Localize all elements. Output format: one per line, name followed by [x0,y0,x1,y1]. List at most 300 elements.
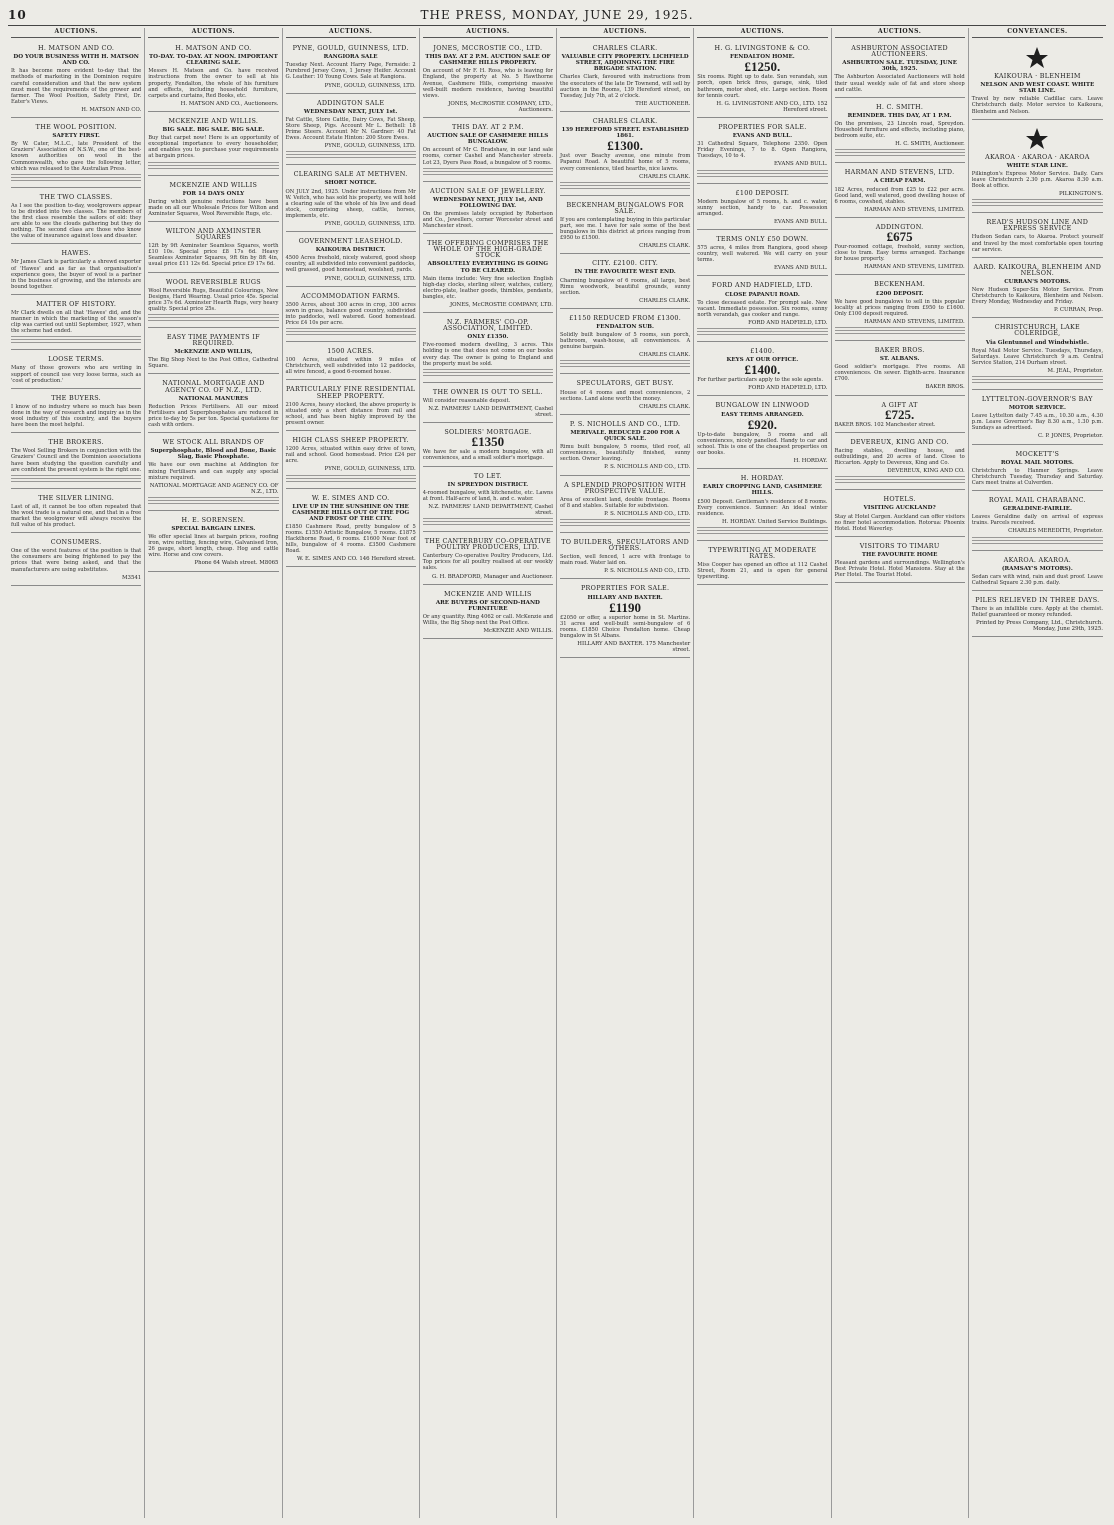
ad-body-text: Pleasant gardens and surroundings. Wellington's Best Private Hotel. Hotel Mansions. Stay at the Pier Hotel. The Tourist Hotel. [834,559,965,579]
ad-body-text: Section, well fenced, 1 acre with frontage to main road. Water laid on. [560,554,691,567]
ad-subheading: CURRAN'S MOTORS. [1004,278,1071,285]
rule-divider [286,475,416,482]
advertisement [11,120,141,188]
ad-body-text: We have our own machine at Addington for mixing Fertilisers and can supply any special mixture required. [148,462,279,481]
ad-heading: H. MATSON AND CO. [175,44,252,53]
advertisement [560,311,690,375]
advertisement [286,289,416,342]
advertisement [148,114,278,176]
rule-divider [423,518,553,525]
rule-divider [697,328,827,335]
ad-body-text: Mr James Clark is particularly a shrewd exporter of 'Hawes' and as far as that organisation's experience goes, the buyer of wool is a partner in the business of growing, and the interests are bound together. [11,259,142,290]
white-star-logo [972,46,1103,70]
ad-price: £725. [885,406,915,422]
star-icon [1025,127,1049,151]
advertisement [972,392,1103,445]
ad-body-text: 4-roomed bungalow, with kitchenette, etc. Lawns at front. Half-acre of land, h. and c. water. [422,489,553,502]
ad-subheading: EARLY CROPPING LAND, CASHMERE HILLS. [702,484,822,497]
ad-price: £1400. [744,362,781,378]
advertisement [148,435,278,511]
ad-subheading: RANGIORA SALE [323,54,378,61]
ad-heading: EASY TIME PAYMENTS IF REQUIRED. [166,333,260,348]
ad-subheading: FENDALTON SUB. [596,324,654,330]
advertisement [11,352,141,388]
ad-heading: CONSUMERS. [50,538,102,547]
ad-heading: THE BUYERS. [51,393,102,402]
ad-body-text: Sedan cars with wind, rain and dust proof. Leave Cathedral Square 2.30 p.m. daily. [971,573,1103,586]
advertisement [972,215,1103,257]
ad-body-text: On account of Mr F. H. Ross, who is leaving for England, the property at No. 5 Hawthorne Avenue, Cashmere Hills, comprising massive well-built modern residence, having beautiful views. [422,68,553,99]
ad-signature: HILLARY AND BAXTER. 175 Manchester street. [577,641,691,654]
ad-signature: THE AUCTIONEER. [635,100,691,107]
ad-heading: THE BROKERS. [48,438,104,447]
ad-heading: AARD. KAIKOURA, BLENHEIM AND NELSON. [973,262,1102,277]
ad-heading: H. MATSON AND CO. [38,44,115,53]
ad-body-text: Tuesday Next. Account Harry Page, Fernside: 2 Purebred Jersey Cows, 1 Jersey Heifer. Account G. Leather: 10 Young Cows. Sale at Rangiora. [285,62,416,81]
columns-container [8,28,1106,1518]
rule-divider [697,527,827,534]
ad-heading: ROYAL MAIL CHARABANC. [988,496,1086,505]
ad-signature: JONES, McCROSTIE COMPANY, LTD. [449,302,553,308]
ad-heading: SPECULATORS, GET BUSY. [576,379,674,388]
newspaper-title: THE PRESS, MONDAY, JUNE 29, 1925. [420,8,694,22]
ad-subheading: DO YOUR BUSINESS WITH H. MATSON AND CO. [13,54,139,67]
ad-signature: H. MATSON AND CO., Auctioneers. [180,100,279,107]
rule-divider [560,519,690,526]
column-header: AUCTIONS. [697,28,827,38]
ad-subheading: WEDNESDAY NEXT, JULY 1st. [303,108,398,115]
ad-signature: PILKINGTON'S. [1059,191,1103,198]
ad-heading: TYPEWRITING AT MODERATE RATES. [708,545,817,560]
ad-heading: £1400. [750,347,775,355]
advertisement [286,491,416,568]
ad-heading: HAWES. [61,249,91,258]
ad-signature: EVANS AND BULL. [773,161,828,168]
advertisement [423,534,553,585]
advertisement [697,471,827,541]
ad-subheading: REMINDER. THIS DAY, AT 1 P.M. [847,112,952,119]
advertisement [697,120,827,184]
ad-body-text: BAKER BROS. 102 Manchester street. [834,421,936,428]
column-header: AUCTIONS. [560,28,690,38]
ad-subheading: KAIKOURA DISTRICT. [315,247,386,254]
ad-heading: AKAROA. AKAROA. [1003,555,1072,564]
ad-signature: DEVEREUX, KING AND CO. [887,468,965,475]
ad-heading: NATIONAL MORTGAGE AND AGENCY CO. OF N.Z., LTD. [162,379,265,394]
ad-body-text: Charles Clark, favoured with instructions from the executors of the late Dr Townend, will sell by auction in the Rooms, 139 Hereford street, on Tuesday, July 7th, at 2 o'clock. [560,74,691,99]
ad-signature: W. E. SIMES AND CO. 146 Hereford street. [296,556,416,563]
rule-divider [286,328,416,335]
advertisement [423,120,553,182]
ad-heading: GOVERNMENT LEASEHOLD. [298,237,403,246]
advertisement [835,435,965,490]
ad-heading: P. S. NICHOLLS AND CO., LTD. [569,419,681,428]
ad-body-text: As I see the position to-day, woolgrowers appear to be divided into two classes. The members of the first class resemble the sailors of old: they are able to see the clouds gathering but they do nothing. The second class are those who know the value of insurance against loss and disaster. [11,202,142,240]
ad-body-text: We offer special lines at bargain prices, roofing iron, wire netting, fencing wire, Galvanised Iron, 26 gauge, short length, cheap. Hog and cattle wire. Horse and cow covers. [148,534,279,559]
ad-heading: CITY. £2100. CITY. [592,259,659,268]
ad-subheading: Superphosphate, Blood and Bone, Basic Slag, Basic Phosphate. [150,448,277,461]
ad-signature: PYNE, GOULD, GUINNESS, LTD. [324,275,416,282]
ad-body-text: Rimu built bungalow, 5 rooms, tiled roof, all conveniences, beautifully finished, sunny section. Owner leaving. [560,444,691,463]
ad-signature: HARMAN AND STEVENS, LIMITED. [864,264,965,271]
ad-body-text: 1200 Acres, situated within easy drive of town, rail and school. Good homestead. Price £24 per acre. [285,446,416,465]
ad-body-text: Buy that carpet now! Here is an opportunity of exceptional importance to every householder, and enables you to purchase your requirements at bargain prices. [148,135,279,160]
advertisement [11,41,141,118]
column-4 [420,28,557,1518]
ad-body-text: Hudson Sedan cars, to Akaroa. Protect yourself and travel by the most comfortable open touring car service. [971,234,1103,253]
advertisement [423,587,553,640]
ad-subheading: SAFETY FIRST. [52,133,100,140]
advertisement [835,492,965,536]
ad-body-text: Six rooms. Right up to date. Sun verandah, sun porch, open brick fires, garage, sink, tiled bathroom, motor shed, etc. Large section. Room for tennis court. [697,74,828,99]
ad-body-text: Reduction Prices Fertilisers. All our mixed Fertilisers and Superphosphates are reduced in price to-day by 5s per ton. Special quotations for cash with orders. [148,403,279,429]
ad-subheading: ASHBURTON SALE. TUESDAY, JUNE 30th, 1925. [842,60,957,73]
ad-signature: EVANS AND BULL. [773,218,828,225]
ad-subheading: EVANS AND BULL. [732,133,793,140]
advertisement [560,376,690,414]
ad-signature: M. JEAL, Proprietor. [1047,367,1103,374]
ad-heading: JONES, MCCROSTIE CO., LTD. [433,44,543,53]
column-6 [694,28,831,1518]
ad-subheading: McKENZIE AND WILLIS, [174,349,253,356]
ad-heading: FORD AND HADFIELD, LTD. [711,281,813,290]
ad-body-text: For further particulars apply to the sole agents. [697,377,823,384]
white-star-logo [972,127,1103,151]
advertisement [972,320,1103,390]
ad-heading: CHRISTCHURCH, LAKE COLERIDGE, [994,323,1081,338]
rule-divider [423,168,553,175]
rule-divider [972,376,1103,383]
advertisement [148,330,278,374]
advertisement [11,246,141,295]
ad-heading: CHARLES CLARK. [592,44,658,53]
ad-body-text: 2100 Acres, heavy stocked, the above property is situated only a short distance from rail and school, and has been highly improved by the present owner. [285,401,416,426]
ad-body-text: Good soldier's mortgage. Five rooms. All conveniences. On sewer. Eighth-acre. Insurance £700. [834,364,965,383]
ad-subheading: IN THE FAVOURITE WEST END. [574,269,676,276]
ad-heading: MOCKETT'S [1015,449,1060,458]
rule-divider [560,360,690,367]
ad-heading: BECKENHAM. [874,280,926,289]
ad-body-text: We have good bungalows to sell in this popular locality at prices ranging from £950 to £1600. Only £100 deposit required. [834,298,965,317]
advertisement [835,343,965,396]
ad-subheading: ONLY £1350. [467,334,509,341]
ad-body-text: Last of all, it cannot be too often repeated that the wool trade is a natural one, and that in a free market the woolgrower will always receive the full value of his product. [11,503,142,529]
advertisement [11,435,141,488]
ad-price: £1300. [607,138,643,154]
ad-signature: CHARLES CLARK. [639,297,691,304]
ad-signature: M3541 [122,574,142,581]
ad-signature: P. S. NICHOLLS AND CO., LTD. [604,568,691,575]
ad-heading: SOLDIERS' MORTGAGE. [444,428,532,437]
advertisement [697,344,827,396]
ad-signature: PYNE, GOULD, GUINNESS, LTD. [324,466,416,473]
ad-subheading: ARE BUYERS OF SECOND-HAND FURNITURE [435,599,540,612]
ad-heading: MCKENZIE AND WILLIS [169,180,258,189]
ad-subheading: Via Glentunnel and Windwhistle. [985,339,1089,346]
ad-heading: ADDINGTON. [875,222,924,231]
ad-heading: HIGH CLASS SHEEP PROPERTY. [292,436,409,445]
ad-signature: NATIONAL MORTGAGE AND AGENCY CO. OF N.Z., LTD. [149,482,279,495]
ad-subheading: VISITING AUCKLAND? [863,505,936,512]
ad-heading: WILTON AND AXMINSTER SQUARES [165,226,261,242]
advertisement [423,41,553,118]
ad-body-text: Fat Cattle, Store Cattle, Dairy Cows, Fat Sheep, Store Sheep, Pigs. Account Mr L. Bethell: 18 Prime Steers. Account Mr N. Gardner: 40 Fat Ewes. Account Estate Hinton: 200 Store Ewes. [285,116,416,142]
ad-subheading: £200 DEPOSIT. [875,290,924,297]
ad-heading: LOOSE TERMS. [48,355,105,364]
advertisement [835,277,965,341]
advertisement [11,190,141,245]
ad-subheading: THE FAVOURITE HOME [861,551,938,558]
ad-heading: KAIKOURA · BLENHEIM [994,72,1081,81]
column-1 [8,28,145,1518]
ad-body-text: Solidly built bungalow of 5 rooms, sun porch, bathroom, wash-house, all conveniences. A genuine bargain. [560,332,691,351]
ad-signature: P. CURRAN, Prop. [1053,307,1103,314]
rule-divider [697,170,827,177]
ad-signature: N.Z. FARMERS' LAND DEPARTMENT, Cashel street. [428,503,553,516]
ad-body-text: £2050 or offer, a superior home in St. Martins. 31 acres and well-built semi-bungalow of 6 rooms. £1850 Choice Fendalton home. Cheap bungalow in St Albans. [560,614,691,639]
ad-body-text: The Big Shop Next to the Post Office, Cathedral Square. [148,357,279,370]
advertisement [286,234,416,287]
ad-subheading: KEYS AT OUR OFFICE. [726,357,799,364]
ad-signature: BAKER BROS. [925,384,965,391]
advertisement [560,535,690,579]
ad-heading: READ'S HUDSON LINE AND EXPRESS SERVICE [986,218,1089,233]
ad-subheading: ROYAL MAIL MOTORS. [1000,459,1074,466]
advertisement [697,543,827,585]
advertisement [423,425,553,466]
ad-heading: A GIFT AT [881,400,918,409]
ad-signature: HARMAN AND STEVENS, LIMITED. [864,206,965,213]
advertisement [835,539,965,583]
ad-signature: N.Z. FARMERS' LAND DEPARTMENT, Cashel street. [428,405,553,419]
ad-subheading: LIVE UP IN THE SUNSHINE ON THE CASHMERE HILLS OUT OF THE FOG AND FROST OF THE CITY. [292,503,410,522]
advertisement [835,398,965,433]
advertisement [286,41,416,94]
ad-body-text: On account of Mr C. Bradshaw, in our land sale rooms, corner Cashel and Manchester streets. Lot 23, Dyers Pass Road, a bungalow of 5 rooms. [422,147,553,166]
advertisement [148,41,278,112]
ad-heading: CLEARING SALE AT METHVEN. [293,170,408,179]
ad-heading: HOTELS. [883,495,916,504]
ad-body-text: Area of excellent land, double frontage. Rooms of 8 and stables. Suitable for subdivision. [560,496,691,509]
ad-signature: CHARLES CLARK. [639,403,691,410]
advertisement [697,41,827,118]
ad-signature: H. C. SMITH, Auctioneer. [895,141,965,148]
ad-signature: C. P. JONES, Proprietor. [1038,433,1103,440]
advertisement [148,178,278,222]
ad-subheading: HILLARY AND BAXTER. [587,594,663,601]
ad-body-text: 12ft by 9ft Axminster Seamless Squares, worth £10 10s. Special price £8 17s 6d. Heavy Seamless Axminster Squares, 9ft 6in by 8ft 4in, usual price £11 12s 6d. Special price £9 17s 6d. [148,243,279,268]
column-7 [832,28,969,1518]
column-5 [557,28,694,1518]
rule-divider [11,475,141,482]
ad-subheading: MERIVALE. REDUCED £200 FOR A QUICK SALE. [570,429,680,443]
advertisement [148,224,278,273]
ad-heading: WOOL REVERSIBLE RUGS [165,277,261,286]
ad-body-text: Up-to-date bungalow, 5 rooms and all conveniences, nicely panelled. Handy to car and school. This is one of the cheapest properties on our books. [697,431,828,457]
advertisement [286,382,416,431]
ad-body-text: Charming bungalow of 6 rooms, all large, best Rimu woodwork, beautiful grounds, sunny section. [560,277,691,296]
ad-price: £920. [747,416,777,432]
advertisement [560,581,690,658]
ad-body-text: The Ashburton Associated Auctioneers will hold their usual weekly sale of fat and store sheep and cattle. [834,74,965,93]
ad-body-text: Many of those growers who are writing in support of council use very loose terms, such as 'cost of production.' [11,365,142,384]
ad-body-text: There is an infallible cure. Apply at the chemist. Relief guaranteed or money refunded. [971,605,1103,619]
ad-subheading: WEDNESDAY NEXT, JULY 1st, AND FOLLOWING DAY. [433,196,543,209]
ad-body-text: Miss Cooper has opened an office at 112 Cashel Street, Room 21, and is open for general typewriting. [697,562,828,581]
ad-heading: N.Z. FARMERS' CO-OP. ASSOCIATION, LIMITED. [443,318,533,333]
ad-signature: PYNE, GOULD, GUINNESS, LTD. [324,220,416,227]
advertisement [972,41,1103,120]
advertisement [697,398,827,469]
advertisement [972,260,1103,319]
rule-divider [835,327,965,334]
ad-heading: CHARLES CLARK. [592,116,658,125]
ad-body-text: Will consider reasonable deposit. [422,397,511,404]
ad-signature: CHARLES MEREDITH, Proprietor. [1008,528,1103,535]
advertisement [972,553,1103,591]
ad-body-text: Pilkington's Express Motor Service. Daily. Cars leave Christchurch 2.30 p.m. Akaroa 8.30 a.m. Book at office. [971,170,1103,190]
advertisement [835,41,965,98]
ad-subheading: NELSON AND WEST COAST. WHITE STAR LINE. [980,82,1095,95]
ad-heading: BECKENHAM BUNGALOWS FOR SALE. [566,200,684,215]
advertisement [423,315,553,383]
ad-body-text: During which genuine reductions have been made on all our Wholesale Prices for Wilton and Axminster Squares, Wool Reversible Rugs, etc. [148,198,279,217]
ad-body-text: Five-roomed modern dwelling, 3 acres. This holding is one that does not come on our books every day. The owner is going to England and the property must be sold. [422,342,553,367]
ad-subheading: NATIONAL MANURES [178,395,249,402]
column-header: AUCTIONS. [148,28,278,38]
ad-heading: PARTICULARLY FINE RESIDENTIAL SHEEP PROPERTY. [286,385,416,400]
ad-signature: H. G. LIVINGSTONE AND CO., LTD. 152 Hereford street. [716,100,828,113]
advertisement [148,513,278,572]
ad-heading: THIS DAY. AT 2 P.M. [452,123,524,132]
ad-signature: H. MATSON AND CO. [81,106,142,113]
ad-heading: THE OWNER IS OUT TO SELL. [432,387,543,396]
rule-divider [148,497,278,504]
ad-signature: FORD AND HADFIELD, LTD. [748,385,828,392]
advertisement [835,220,965,276]
advertisement [972,593,1103,637]
ad-subheading: BIG SALE. BIG SALE. BIG SALE. [162,127,265,134]
ad-signature: H. HORDAY. United Service Buildings. [722,518,828,525]
rule-divider [423,369,553,376]
ad-body-text: If you are contemplating buying in this particular part, see me. I have for sale some of the best bungalows in this district at prices ranging from £950 to £1500. [560,216,691,242]
advertisement [286,167,416,232]
ad-body-text: £1850 Cashmere Road, pretty bungalow of 5 rooms. £1550 Artistic Bungalow, 5 rooms. £1875 Hackthorne Road, 6 rooms. £1600 Near foot of hills, bungalow of 4 rooms. £3500 Cashmere Road. [285,523,416,555]
advertisement [148,376,278,433]
ad-body-text: Mr Clark dwells on all that 'Hawes' did, and the manner in which the marketing of the season's clip was carried out until September, 1927, when the scheme had ended. [11,310,142,335]
ad-body-text: House of 4 rooms and most conveniences, 2 sections. Land alone worth the money. [560,389,691,402]
ad-subheading: (RAMSAY'S MOTORS). [1001,565,1073,572]
advertisement [560,114,690,196]
advertisement [697,232,827,276]
ad-subheading: CLOSE PAPANUI ROAD. [724,291,800,298]
ad-signature: JONES, McCROSTIE COMPANY, LTD., Auctioneers. [448,100,553,113]
ad-heading: AUCTION SALE OF JEWELLERY. [430,186,546,195]
ad-body-text: £500 Deposit. Gentleman's residence of 8 rooms. Every convenience. Sumner: An ideal winter residence. [697,498,828,517]
ad-subheading: SHORT NOTICE. [324,180,377,187]
ad-heading: DEVEREUX, KING AND CO. [850,437,949,446]
ad-heading: PROPERTIES FOR SALE. [718,122,807,131]
advertisement [697,186,827,230]
rule-divider [560,182,690,189]
ad-heading: A SPLENDID PROPOSITION WITH PROSPECTIVE VALUE. [564,480,687,495]
column-header: AUCTIONS. [835,28,965,38]
ad-body-text: Travel by new reliable Cadillac cars. Leave Christchurch daily. Motor service to Kaikoura, Blenheim and Nelson. [971,96,1103,115]
ad-subheading: THIS DAY. AT 2 P.M. AUCTION SALE OF CASHMERE HILLS PROPERTY. [425,54,551,67]
ad-signature: PYNE, GOULD, GUINNESS, LTD. [324,143,416,150]
ad-heading: H. G. LIVINGSTONE & CO. [714,44,811,53]
ad-signature: CHARLES CLARK. [639,173,691,180]
column-3 [283,28,420,1518]
advertisement [11,491,141,533]
ad-signature: PYNE, GOULD, GUINNESS, LTD. [324,82,416,89]
ad-heading: HARMAN AND STEVENS, LTD. [844,168,955,177]
column-header: AUCTIONS. [286,28,416,38]
ad-body-text: On the premises, 23 Lincoln road, Spreydon. Household furniture and effects, including piano, bedroom suite, etc. [834,120,965,140]
ad-heading: ASHBURTON ASSOCIATED AUCTIONEERS. [851,44,948,59]
advertisement [423,469,553,533]
advertisement [697,278,827,342]
ad-body-text: It has become more evident to-day that the methods of marketing in the Dominion require careful consideration and that the new system must meet the requirements of the grower and farmer. The Wool Position, Safety First, Dr. Eater's Views. [11,68,142,105]
ad-subheading: AUCTION SALE OF CASHMERE HILLS BUNGALOW. [427,133,549,146]
ad-heading: £100 DEPOSIT. [735,188,790,197]
ad-heading: £1150 REDUCED FROM £1300. [569,313,682,322]
ad-signature: H. HORDAY. [793,458,828,465]
ad-heading: THE SILVER LINING. [38,493,115,502]
ad-heading: BUNGALOW IN LINWOOD [715,401,810,410]
advertisement [148,275,278,328]
ad-body-text: Wool Reversible Rugs, Beautiful Colourings, New Designs, Hard Wearing. Usual price 45s. Special price 37s 6d. Axminster Hearth Rugs, very heavy quality. Special price 25s. [148,287,279,312]
ad-body-text: Or any quantity. Ring 4062 or call. McKenzie and Willis, the Big Shop next the Post Office. [422,613,553,626]
advertisement [286,433,416,488]
ad-heading: THE CANTERBURY CO-OPERATIVE POULTRY PRODUCERS, LTD. [424,537,552,552]
ad-heading: H. HORDAY. [740,474,784,483]
rule-divider [972,199,1103,206]
ad-body-text: 31 Cathedral Square, Telephone 2350. Open Friday Evenings, 7 to 8. Open Rangiora, Tuesdays, 10 to 4. [697,141,828,160]
column-8 [969,28,1106,1518]
star-icon [1025,46,1049,70]
ad-signature: CHARLES CLARK. [639,352,691,359]
page-number: 10 [8,8,27,22]
ad-signature: P. S. NICHOLLS AND CO., LTD. [604,464,691,471]
ad-body-text: One of the worst features of the position is that the consumers are being frightened to pay the prices that were being asked, and that the manufacturers are using substitutes. [11,548,142,573]
advertisement [560,478,690,533]
ad-body-text: The Wool Selling Brokers in conjunction with the Graziers' Council and the Dominion associations have been studying the question carefully and are confident the present system is the right one. [11,448,142,473]
advertisement [286,96,416,166]
ad-signature: P. S. NICHOLLS AND CO., LTD. [604,510,691,517]
ad-body-text: Racing stables, dwelling house, and outbuildings, and 20 acres of land. Close to Riccarton. Apply to Devereux, King and Co. [834,447,965,467]
ad-heading: PILES RELIEVED IN THREE DAYS. [975,595,1100,604]
ad-body-text: We have for sale a modern bungalow, with all conveniences, and a small soldier's mortgage. [422,449,553,462]
advertisement [11,297,141,350]
ad-signature: CHARLES CLARK. [639,243,691,250]
advertisement [972,122,1103,214]
ad-body-text: 4500 Acres freehold, nicely watered, good sheep country, all subdivided into convenient paddocks, well grassed, good homestead, woolshed, yards. [285,255,416,274]
ad-heading: BAKER BROS. [874,346,925,354]
ad-body-text: To close deceased estate. For prompt sale. New vacant. Immediate possession. Six rooms, sunny north verandah, gas cooker and range. [697,299,828,318]
ad-heading: TO LET. [473,471,502,480]
ad-price: £675 [886,228,913,244]
ad-subheading: ST. ALBANS. [879,356,920,363]
ad-heading: W. E. SIMES AND CO. [311,493,390,502]
advertisement [560,198,690,255]
advertisement [835,165,965,218]
ad-body-text: Canterbury Co-operative Poultry Producers, Ltd. Top prices for all poultry realised at our weekly sales. [422,553,553,572]
ad-subheading: GERALDINE-FAIRLIE. [1002,506,1072,513]
masthead [8,6,1106,24]
ad-body-text: On the premises lately occupied by Robertson and Co., Jewellers, corner Worcester street and Manchester street. [422,210,553,230]
ad-body-text: New Hudson Super-Six Motor Service. From Christchurch to Kaikoura, Blenheim and Nelson. Every Monday, Wednesday and Friday. [971,286,1103,306]
